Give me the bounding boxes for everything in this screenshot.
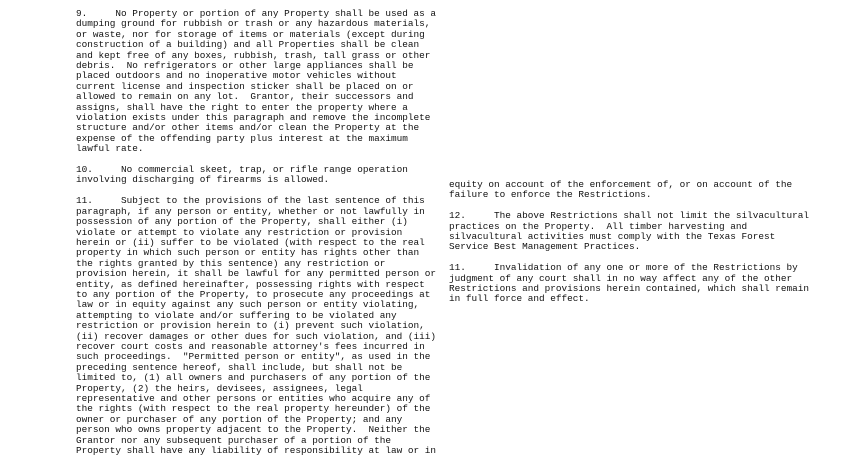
paragraph-line: limited to, (1) all owners and purchasers of any portion of the — [76, 372, 431, 384]
paragraph-line: debris. No refrigerators or other large appliances shall be — [76, 60, 414, 72]
paragraph-line: Restrictions and provisions herein contained, which shall remain — [449, 283, 810, 295]
paragraph-line: such proceedings. "Permitted person or entity", as used in the — [76, 351, 431, 363]
paragraph-line: allowed to remain on any lot. Grantor, their successors and — [76, 91, 414, 103]
paragraph-line: paragraph, if any person or entity, whether or not lawfully in — [76, 205, 425, 217]
paragraph-line: Service Best Management Practices. — [449, 241, 641, 253]
left-paragraph — [76, 9, 436, 155]
paragraph-line: and kept free of any boxes, rubbish, trash, tall grass or other — [76, 49, 431, 61]
paragraph-line: 12. The above Restrictions shall not limit the silvacultural — [449, 210, 810, 222]
paragraph-line: restriction or provision herein to (i) prevent such violation, — [76, 320, 425, 332]
paragraph-line: lawful rate. — [76, 143, 144, 155]
paragraph-line: recover court costs and reasonable attorney's fees incurred in — [76, 340, 425, 352]
paragraph-line: the rights (with respect to the real property hereunder) of the — [76, 403, 431, 415]
right-column — [449, 180, 809, 315]
paragraph-line: assigns, shall have the right to enter the property where a — [76, 101, 408, 113]
paragraph-line: equity on account of the enforcement of, or on account of the — [449, 179, 793, 190]
left-column — [76, 9, 436, 467]
paragraph-line: law or in equity against any such person or entity violating, — [76, 299, 420, 311]
paragraph-line: entity, as defined hereinafter, possessing rights with respect — [76, 278, 425, 290]
paragraph-line: herein or (ii) suffer to be violated (with respect to the real — [76, 236, 425, 248]
paragraph-line: practices on the Property. All timber harvesting and — [449, 220, 748, 232]
paragraph-line: Grantor nor any subsequent purchaser of a portion of the — [76, 434, 392, 446]
paragraph-line: 10. No commercial skeet, trap, or rifle range operation — [76, 164, 408, 176]
paragraph-line: current license and inspection sticker shall be placed on or — [76, 80, 414, 92]
paragraph-line: 9. No Property or portion of any Property shall be used as a — [76, 8, 437, 19]
paragraph-line: construction of a building) and all Properties shall be clean — [76, 39, 420, 51]
right-paragraph — [449, 211, 809, 253]
paragraph-line: failure to enforce the Restrictions. — [449, 189, 652, 201]
paragraph-line: dumping ground for rubbish or trash or any hazardous materials, — [76, 18, 431, 30]
paragraph-line: property in which such person or entity has rights other than — [76, 247, 420, 259]
left-paragraph — [76, 165, 436, 186]
paragraph-line: provision herein, it shall be lawful for any permitted person or — [76, 268, 437, 280]
paragraph-line: preceding sentence hereof, shall include, but shall not be — [76, 361, 403, 373]
paragraph-line: to any portion of the Property, to prosecute any proceedings at — [76, 288, 431, 300]
paragraph-line: involving discharging of firearms is allowed. — [76, 174, 330, 186]
paragraph-line: expense of the offending party plus interest at the maximum — [76, 132, 408, 144]
paragraph-line: (ii) recover damages or other dues for such violation, and (iii) — [76, 330, 437, 342]
paragraph-line: Property, (2) the heirs, devisees, assignees, legal — [76, 382, 363, 394]
right-paragraph — [449, 263, 809, 305]
paragraph-line: or waste, nor for storage of items or materials (except during — [76, 28, 425, 40]
paragraph-line: attempting to violate and/or suffering to be violated any — [76, 309, 397, 321]
left-paragraph — [76, 196, 436, 456]
paragraph-line: possession of any portion of the Property, shall either (i) — [76, 216, 408, 228]
paragraph-line: 11. Invalidation of any one or more of the Restrictions by — [449, 262, 798, 274]
paragraph-line: 11. Subject to the provisions of the last sentence of this — [76, 195, 425, 207]
paragraph-line: person who owns property adjacent to the Property. Neither the — [76, 424, 431, 436]
paragraph-line: placed outdoors and no inoperative motor vehicles without — [76, 70, 397, 82]
paragraph-line: violate or attempt to violate any restriction or provision — [76, 226, 403, 238]
paragraph-line: judgment of any court shall in no way affect any of the other — [449, 272, 793, 284]
paragraph-line: structure and/or other items and/or clean the Property at the — [76, 122, 420, 134]
paragraph-line: in full force and effect. — [449, 293, 590, 305]
paragraph-line: silvacultural activities must comply with the Texas Forest — [449, 231, 776, 243]
paragraph-line: the rights granted by this sentence) any restriction or — [76, 257, 386, 269]
right-paragraph — [449, 180, 809, 201]
paragraph-line: owner or purchaser of any portion of the Property; and any — [76, 413, 403, 425]
paragraph-line: Property shall have any liability of responsibility at law or in — [76, 445, 437, 457]
paragraph-line: violation exists under this paragraph and remove the incomplete — [76, 112, 431, 124]
paragraph-line: representative and other persons or entities who acquire any of — [76, 393, 431, 404]
